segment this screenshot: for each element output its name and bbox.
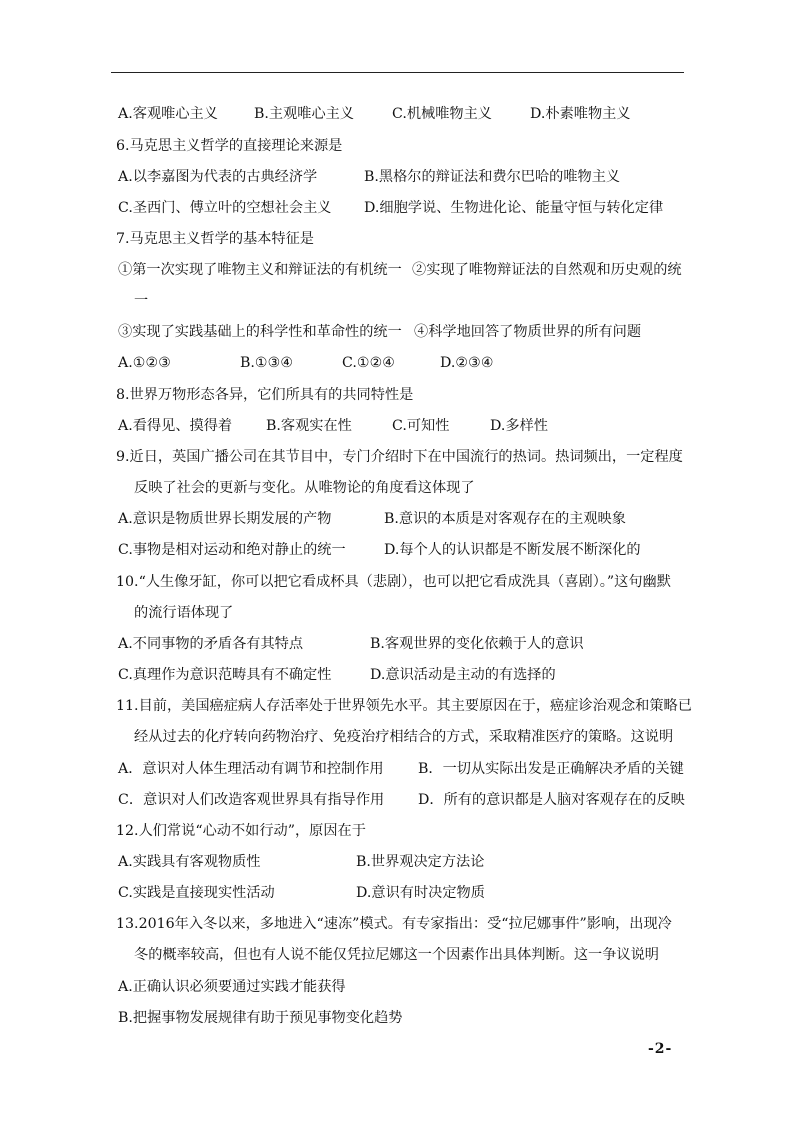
q6-option-d: D.细胞学说、生物进化论、能量守恒与转化定律 [364, 200, 664, 216]
q13-option-b: B.把握事物发展规律有助于预见事物变化趋势 [118, 1010, 403, 1026]
q7-item-3: ③实现了实践基础上的科学性和革命性的统一 [118, 324, 402, 340]
q6-option-c: C.圣西门、傅立叶的空想社会主义 [118, 200, 332, 216]
q10-option-a: A.不同事物的矛盾各有其特点 [118, 636, 304, 652]
page-number: -2- [648, 1041, 673, 1057]
q11-option-d: D．所有的意识都是人脑对客观存在的反映 [418, 792, 685, 808]
q13-option-a: A.正确认识必须要通过实践才能获得 [118, 979, 346, 995]
q9-option-c: C.事物是相对运动和绝对静止的统一 [118, 542, 346, 558]
q10-option-d: D.意识活动是主动的有选择的 [370, 667, 556, 683]
q8-stem: 8.世界万物形态各异，它们所具有的共同特性是 [116, 387, 414, 403]
q7-item-4: ④科学地回答了物质世界的所有问题 [414, 324, 642, 340]
q7-option-d: D.②③④ [440, 355, 494, 371]
q9-option-a: A.意识是物质世界长期发展的产物 [118, 511, 332, 527]
q8-option-b: B.客观实在性 [266, 418, 352, 434]
q6-stem: 6.马克思主义哲学的直接理论来源是 [116, 138, 343, 154]
q13-stem-line-1: 13.2016年入冬以来，多地进入“速冻”模式。有专家指出：受“拉尼娜事件”影响，出现冷 [116, 916, 672, 932]
q13-stem-line-2: 冬的概率较高，但也有人说不能仅凭拉尼娜这一个因素作出具体判断。这一争议说明 [134, 947, 659, 963]
q12-option-b: B.世界观决定方法论 [356, 854, 485, 870]
q11-stem-line-2: 经从过去的化疗转向药物治疗、免疫治疗相结合的方式，采取精准医疗的策略。这说明 [134, 729, 674, 745]
q12-option-c: C.实践是直接现实性活动 [118, 885, 275, 901]
q10-stem-line-1: 10.“人生像牙缸，你可以把它看成杯具（悲剧），也可以把它看成洗具（喜剧）。”这句幽默 [116, 574, 671, 590]
q8-option-c: C.可知性 [392, 418, 450, 434]
q9-option-b: B.意识的本质是对客观存在的主观映象 [384, 511, 626, 527]
q11-option-b: B．一切从实际出发是正确解决矛盾的关键 [418, 761, 684, 777]
q12-option-d: D.意识有时决定物质 [356, 885, 485, 901]
q7-item-1: ①第一次实现了唯物主义和辩证法的有机统一 [118, 262, 402, 278]
q9-option-d: D.每个人的认识都是不断发展不断深化的 [384, 542, 641, 558]
q10-option-b: B.客观世界的变化依赖于人的意识 [370, 636, 584, 652]
header-rule [111, 72, 684, 73]
q8-option-a: A.看得见、摸得着 [118, 418, 233, 434]
q12-option-a: A.实践具有客观物质性 [118, 854, 261, 870]
q11-option-c: C．意识对人们改造客观世界具有指导作用 [118, 792, 385, 808]
q10-stem-line-2: 的流行语体现了 [134, 605, 234, 621]
q5-option-d: D.朴素唯物主义 [530, 106, 631, 122]
q11-option-a: A．意识对人体生理活动有调节和控制作用 [118, 761, 384, 777]
q5-option-a: A.客观唯心主义 [118, 106, 218, 122]
q6-option-b: B.黑格尔的辩证法和费尔巴哈的唯物主义 [364, 169, 621, 185]
q7-option-b: B.①③④ [240, 355, 294, 371]
q7-option-a: A.①②③ [118, 355, 171, 371]
q10-option-c: C.真理作为意识范畴具有不确定性 [118, 667, 332, 683]
q7-stem: 7.马克思主义哲学的基本特征是 [116, 231, 314, 247]
q11-stem-line-1: 11.目前，美国癌症病人存活率处于世界领先水平。其主要原因在于，癌症诊治观念和策略已 [116, 698, 692, 714]
q6-option-a: A.以李嘉图为代表的古典经济学 [118, 169, 318, 185]
q7-item-2-cont: 一 [134, 293, 149, 309]
q5-option-c: C.机械唯物主义 [392, 106, 492, 122]
q5-option-b: B.主观唯心主义 [254, 106, 355, 122]
q7-option-c: C.①②④ [342, 355, 396, 371]
q7-item-2: ②实现了唯物辩证法的自然观和历史观的统 [412, 262, 682, 278]
q12-stem: 12.人们常说“心动不如行动”，原因在于 [116, 823, 366, 839]
q8-option-d: D.多样性 [490, 418, 548, 434]
q9-stem-line-2: 反映了社会的更新与变化。从唯物论的角度看这体现了 [134, 480, 475, 496]
q9-stem-line-1: 9.近日，英国广播公司在其节目中，专门介绍时下在中国流行的热词。热词频出，一定程度 [116, 449, 683, 465]
